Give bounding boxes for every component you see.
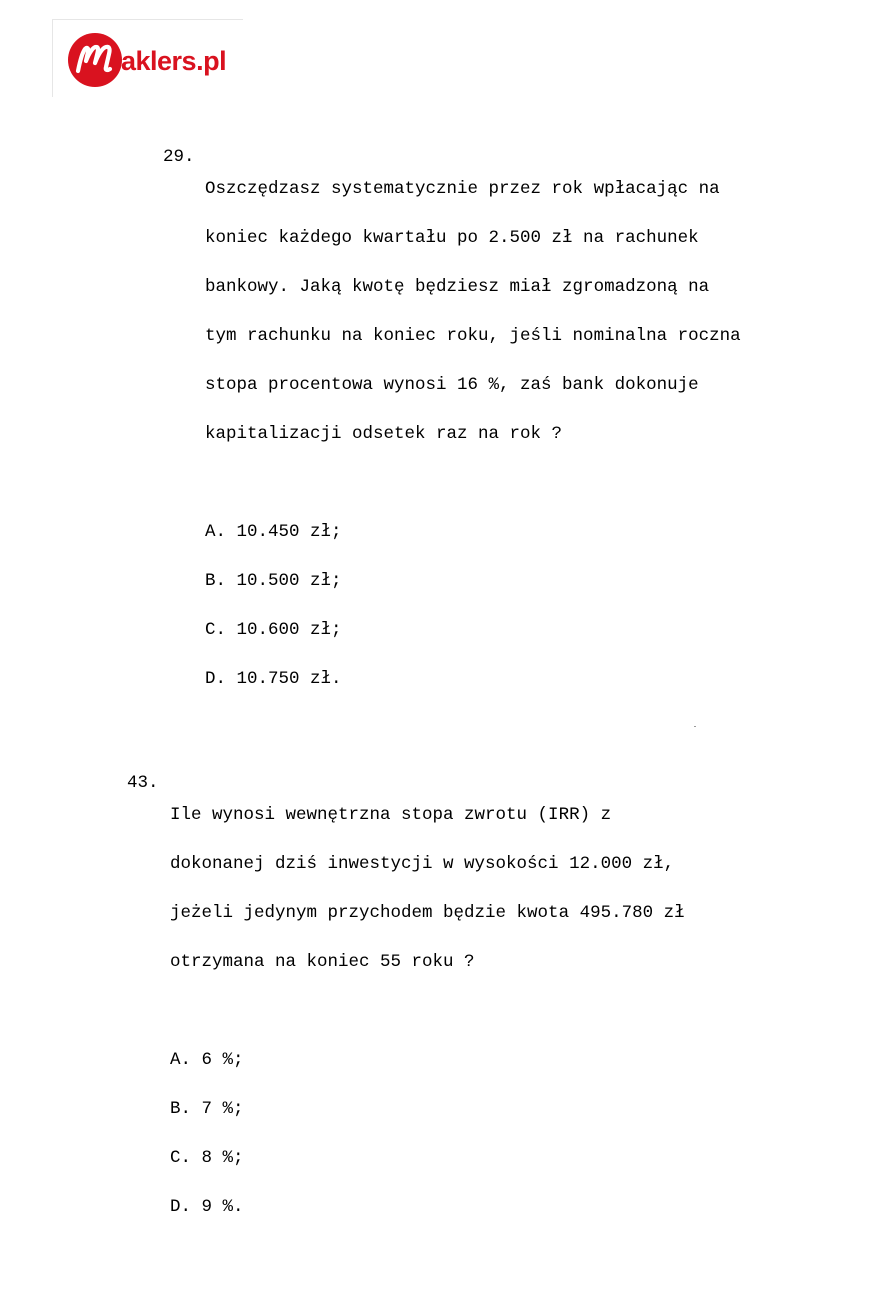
question-29 [163,116,741,769]
maklers-m-logo-icon [66,31,124,89]
question-number: 29. [163,146,195,167]
question-line: koniec każdego kwartału po 2.500 zł na rachunek [205,228,699,249]
scan-artifact [694,726,696,727]
question-line: Oszczędzasz systematycznie przez rok wpłacając na [205,179,720,200]
answer-option-b: B. 10.500 zł; [205,571,342,592]
answer-list [205,492,741,720]
answer-option-a: A. 10.450 zł; [205,522,342,543]
answer-option-a: A. 6 %; [170,1050,244,1071]
question-line: bankowy. Jaką kwotę będziesz miał zgromadzoną na [205,276,710,297]
question-line: stopa procentowa wynosi 16 %, zaś bank dokonuje [205,374,699,395]
question-line: jeżeli jedynym przychodem będzie kwota 495.780 zł [170,902,685,923]
answer-list [170,1020,685,1248]
question-line: kapitalizacji odsetek raz na rok ? [205,423,563,444]
answer-option-d: D. 10.750 zł. [205,668,342,689]
question-line: tym rachunku na koniec roku, jeśli nominalna roczna [205,325,741,346]
brand-logo [66,31,236,89]
brand-name: aklers.pl [121,45,227,76]
question-line: dokonanej dziś inwestycji w wysokości 12.000 zł, [170,854,675,875]
answer-option-d: D. 9 %. [170,1197,244,1218]
question-number: 43. [127,772,159,793]
answer-option-c: C. 10.600 zł; [205,619,342,640]
question-43 [127,742,685,1297]
answer-option-c: C. 8 %; [170,1148,244,1169]
question-line: Ile wynosi wewnętrzna stopa zwrotu (IRR) z [170,805,612,826]
question-line: otrzymana na koniec 55 roku ? [170,951,475,972]
answer-option-b: B. 7 %; [170,1099,244,1120]
